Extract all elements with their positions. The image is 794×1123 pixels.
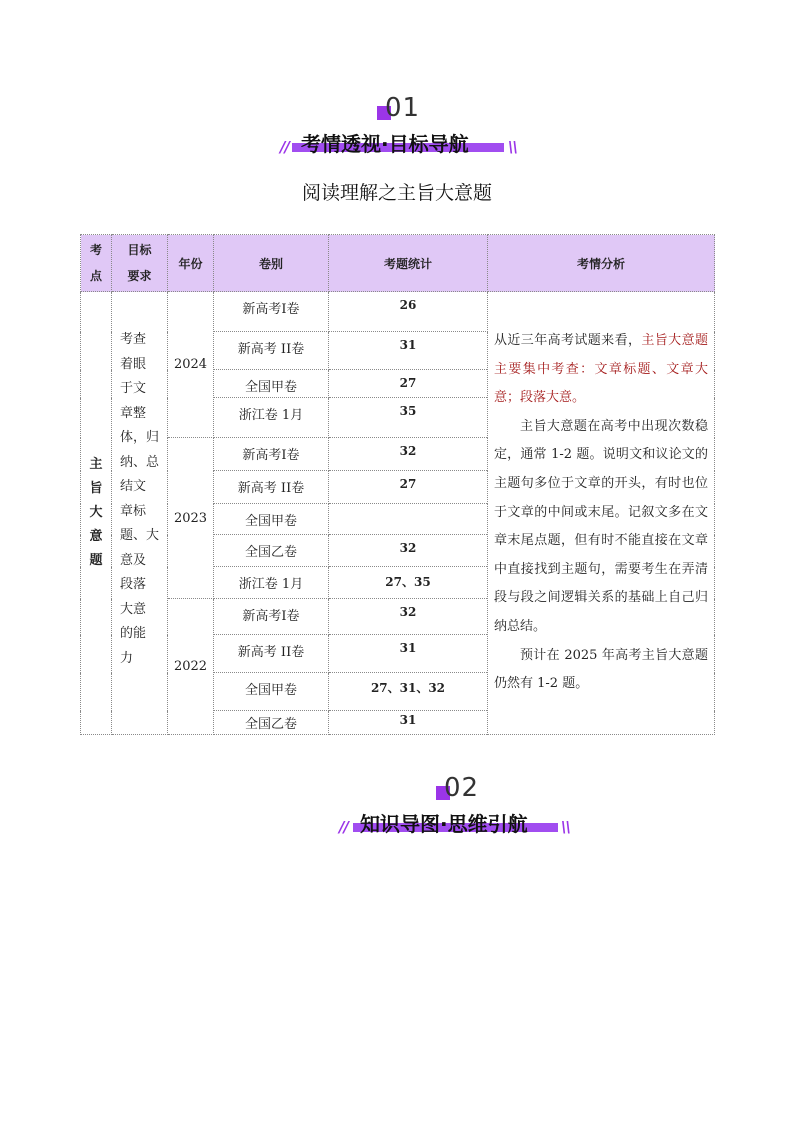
paper-cell: 全国甲卷 <box>214 673 329 711</box>
right-slash-decoration: \\ <box>561 818 570 836</box>
count-cell: 31 <box>329 635 488 673</box>
table-row <box>81 292 715 332</box>
count-cell: 27、35 <box>329 567 488 599</box>
paper-cell: 新高考 II卷 <box>214 471 329 504</box>
header-year: 年份 <box>168 235 214 292</box>
table-header-row <box>81 235 715 292</box>
left-slash-decoration: // <box>280 138 289 156</box>
count-cell: 32 <box>329 438 488 471</box>
count-cell: 31 <box>329 711 488 735</box>
paper-cell: 全国乙卷 <box>214 535 329 567</box>
paper-cell: 全国甲卷 <box>214 504 329 535</box>
paper-cell: 新高考Ⅰ卷 <box>214 438 329 471</box>
count-cell: 27、31、32 <box>329 673 488 711</box>
analysis-cell <box>488 292 715 735</box>
header-stats: 考题统计 <box>329 235 488 292</box>
header-paper: 卷别 <box>214 235 329 292</box>
exam-analysis-table <box>80 234 715 735</box>
count-cell: 27 <box>329 471 488 504</box>
paper-cell: 浙江卷 1月 <box>214 398 329 438</box>
year-cell-2024: 2024 <box>168 292 214 438</box>
document-title: 阅读理解之主旨大意题 <box>301 182 492 204</box>
section-title: 知识导图·思维引航 <box>360 812 528 836</box>
year-cell-2023: 2023 <box>168 438 214 599</box>
count-cell: 26 <box>329 292 488 332</box>
count-cell: 32 <box>329 599 488 635</box>
paper-cell: 浙江卷 1月 <box>214 567 329 599</box>
paper-cell: 全国甲卷 <box>214 370 329 398</box>
paper-cell: 全国乙卷 <box>214 711 329 735</box>
section-title: 考情透视·目标导航 <box>301 132 469 156</box>
goal-cell: 考查 着眼 于文 章整 体，归 纳、总 结文 章标 题、大 意及 段落 大意 的能 力 <box>112 292 168 735</box>
count-cell: 32 <box>329 535 488 567</box>
header-analysis: 考情分析 <box>488 235 715 292</box>
section-number: 02 <box>444 773 480 803</box>
year-cell-2022: 2022 <box>168 599 214 735</box>
count-cell <box>329 504 488 535</box>
count-cell: 27 <box>329 370 488 398</box>
right-slash-decoration: \\ <box>508 138 517 156</box>
paper-cell: 新高考Ⅰ卷 <box>214 292 329 332</box>
paper-cell: 新高考 II卷 <box>214 332 329 370</box>
header-kaodian: 考 点 <box>81 235 112 292</box>
count-cell: 35 <box>329 398 488 438</box>
analysis-paragraph-3: 预计在 2025 年高考主旨大意题仍然有 1-2 题。 <box>494 647 708 692</box>
paper-cell: 新高考 II卷 <box>214 635 329 673</box>
analysis-paragraph-1: 从近三年高考试题来看，主旨大意题主要集中考查：文章标题、文章大意；段落大意。 <box>494 333 708 406</box>
header-goal: 目标 要求 <box>112 235 168 292</box>
kaodian-cell: 主 旨 大 意 题 <box>81 292 112 735</box>
section-number: 01 <box>385 93 421 123</box>
paper-cell: 新高考Ⅰ卷 <box>214 599 329 635</box>
analysis-paragraph-2: 主旨大意题在高考中出现次数稳定，通常 1-2 题。说明文和议论文的主题句多位于文章的开头，有时也位于文章的中间或末尾。记叙文多在文章末尾点题，但有时不能直接在文章中直接找到主题句，需要考生在弄清段与段之间逻辑关系的基础上自己归纳总结。 <box>494 418 708 634</box>
left-slash-decoration: // <box>339 818 348 836</box>
count-cell: 31 <box>329 332 488 370</box>
